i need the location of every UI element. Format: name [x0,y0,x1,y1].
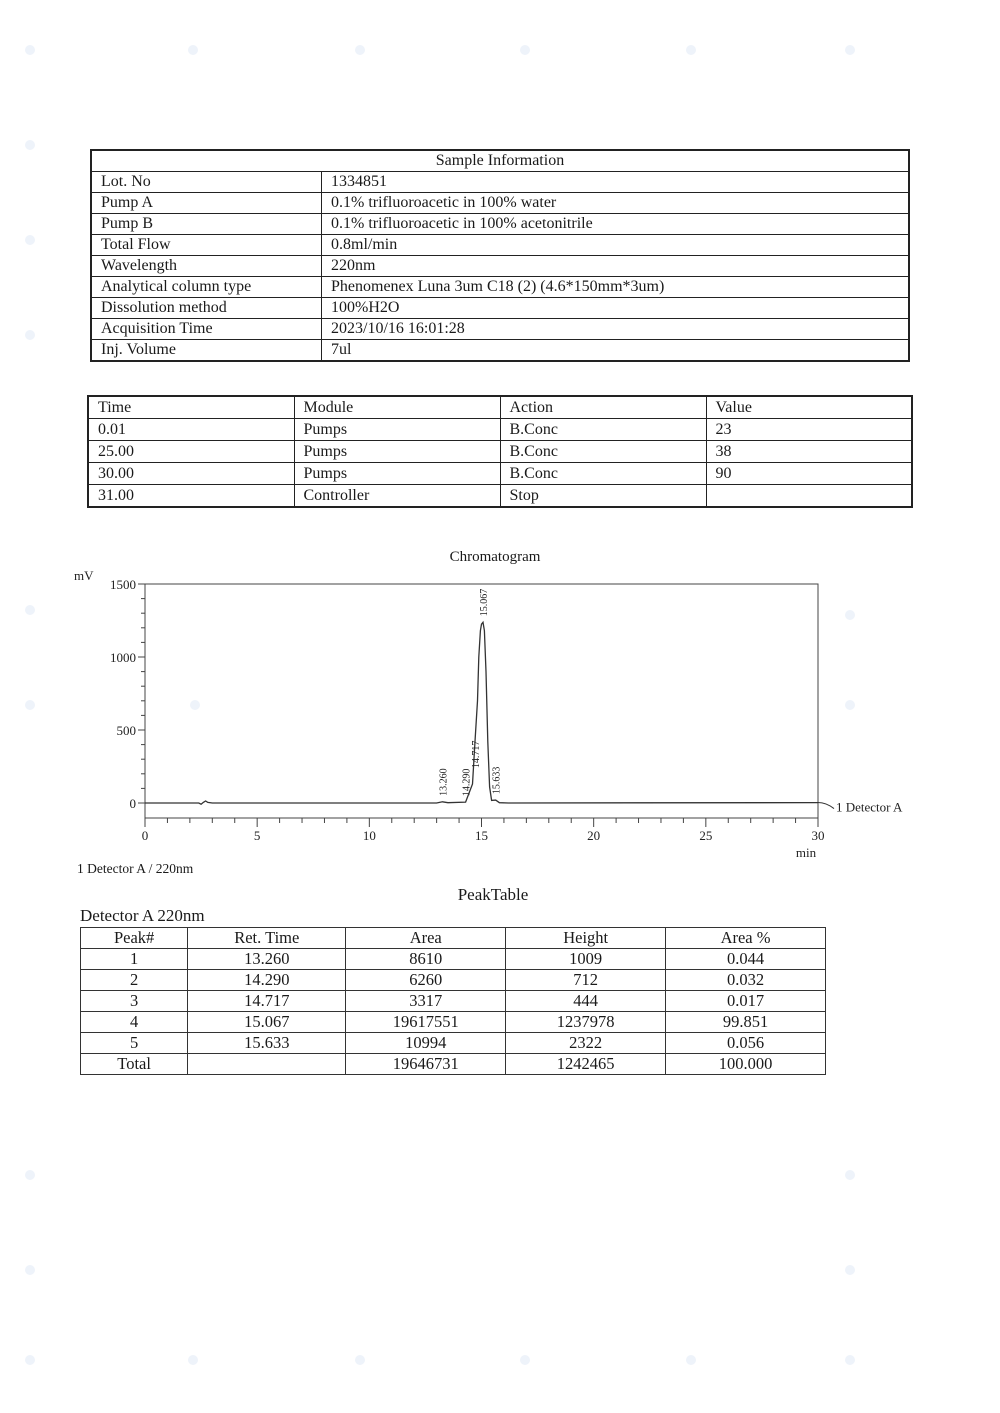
series-legend-leader [818,803,834,809]
sample-info-label: Wavelength [91,256,322,277]
peak-table-cell: 15.067 [188,1012,346,1033]
peak-label: 15.633 [491,766,503,795]
peak-table-cell: 0.044 [666,949,826,970]
sample-info-value: 0.1% trifluoroacetic in 100% water [322,193,910,214]
x-tick-label: 0 [141,828,149,843]
sample-info-value: 7ul [322,340,910,362]
time-program-cell: 0.01 [88,419,294,441]
time-program-row [88,485,912,508]
peak-table-header: Peak# [81,928,188,949]
peak-table-cell: 13.260 [188,949,346,970]
peak-table-cell: 0.032 [666,970,826,991]
peak-table-cell: 19617551 [346,1012,506,1033]
peak-table-row [81,1054,826,1075]
sample-info-row [91,277,909,298]
peak-table-cell [188,1054,346,1075]
sample-info-row [91,298,909,319]
chromatogram-chart [0,560,1000,870]
sample-info-value: 0.1% trifluoroacetic in 100% acetonitrile [322,214,910,235]
x-tick-label: 10 [362,828,376,843]
sample-info-label: Lot. No [91,172,322,193]
peak-table-title: PeakTable [457,885,529,904]
time-program-cell: 90 [706,463,912,485]
sample-info-label: Acquisition Time [91,319,322,340]
sample-info-label: Total Flow [91,235,322,256]
y-tick-label: 1000 [110,650,136,665]
time-program-cell: B.Conc [500,463,706,485]
time-program-cell [706,485,912,508]
sample-info-value: Phenomenex Luna 3um C18 (2) (4.6*150mm*3um) [322,277,910,298]
x-axis-label: min [795,845,817,860]
peak-table-row [81,970,826,991]
peak-table [80,927,826,1075]
time-program-cell: Pumps [294,419,500,441]
peak-table-cell: 15.633 [188,1033,346,1054]
peak-table-cell: 0.056 [666,1033,826,1054]
peak-table-cell: 712 [506,970,666,991]
plot-frame [145,584,818,818]
sample-info-label: Analytical column type [91,277,322,298]
y-tick-label: 0 [129,796,136,811]
sample-info-row [91,256,909,277]
time-program-cell: Pumps [294,463,500,485]
peak-table-cell: 100.000 [666,1054,826,1075]
peak-table-subtitle: Detector A 220nm [80,906,205,925]
time-program-cell: Stop [500,485,706,508]
sample-info-value: 1334851 [322,172,910,193]
sample-information-table [90,149,910,362]
x-tick-label: 30 [811,828,825,843]
peak-table-cell: 2 [81,970,188,991]
peak-table-cell: 1009 [506,949,666,970]
peak-table-cell: 6260 [346,970,506,991]
peak-table-header-row [81,928,826,949]
x-tick-label: 20 [587,828,601,843]
time-program-header: Time [88,396,294,419]
peak-label: 14.717 [471,740,483,769]
peak-table-cell: 3 [81,991,188,1012]
time-program-cell: 25.00 [88,441,294,463]
sample-info-title: Sample Information [91,150,909,172]
peak-label: 13.260 [438,768,450,796]
time-program-header: Action [500,396,706,419]
sample-info-value: 2023/10/16 16:01:28 [322,319,910,340]
sample-info-label: Inj. Volume [91,340,322,362]
time-program-row [88,441,912,463]
time-program-cell: B.Conc [500,441,706,463]
peak-table-cell: 8610 [346,949,506,970]
time-program-cell: 38 [706,441,912,463]
peak-table-cell: 5 [81,1033,188,1054]
x-tick-label: 25 [699,828,713,843]
sample-info-label: Dissolution method [91,298,322,319]
sample-info-row [91,340,909,362]
peak-label: 15.067 [479,588,491,617]
peak-table-cell: 1237978 [506,1012,666,1033]
time-program-table [87,395,913,508]
x-tick-label: 5 [253,828,261,843]
time-program-cell: 31.00 [88,485,294,508]
peak-table-header: Area % [666,928,826,949]
peak-table-cell: 444 [506,991,666,1012]
peak-table-cell: 1 [81,949,188,970]
y-axis-label: mV [74,568,94,583]
time-program-cell: B.Conc [500,419,706,441]
y-tick-label: 500 [116,723,136,738]
sample-info-row [91,193,909,214]
peak-label: 14.290 [461,768,473,797]
x-tick-label: 15 [475,828,488,843]
y-tick-label: 1500 [110,577,136,592]
detector-note: 1 Detector A / 220nm [77,861,194,876]
peak-table-header: Height [506,928,666,949]
time-program-row [88,419,912,441]
sample-info-label: Pump B [91,214,322,235]
sample-info-value: 100%H2O [322,298,910,319]
series-legend-label: 1 Detector A [836,799,903,815]
peak-table-cell: 4 [81,1012,188,1033]
sample-info-row [91,214,909,235]
peak-table-cell: 14.290 [188,970,346,991]
time-program-header-row [88,396,912,419]
time-program-row [88,463,912,485]
sample-info-value: 220nm [322,256,910,277]
peak-table-row [81,949,826,970]
peak-table-row [81,1033,826,1054]
sample-info-value: 0.8ml/min [322,235,910,256]
peak-table-cell: 0.017 [666,991,826,1012]
peak-table-cell: 10994 [346,1033,506,1054]
sample-info-row [91,319,909,340]
peak-table-cell: 14.717 [188,991,346,1012]
time-program-cell: 23 [706,419,912,441]
peak-table-cell: Total [81,1054,188,1075]
peak-table-header: Ret. Time [188,928,346,949]
sample-info-header-row [91,150,909,172]
sample-info-row [91,235,909,256]
time-program-header: Module [294,396,500,419]
series-line [145,622,818,804]
time-program-cell: 30.00 [88,463,294,485]
time-program-cell: Controller [294,485,500,508]
sample-info-row [91,172,909,193]
chromatogram-title: Chromatogram [449,549,541,565]
peak-table-cell: 99.851 [666,1012,826,1033]
peak-table-header: Area [346,928,506,949]
peak-table-cell: 2322 [506,1033,666,1054]
peak-table-cell: 1242465 [506,1054,666,1075]
peak-table-cell: 19646731 [346,1054,506,1075]
peak-table-row [81,1012,826,1033]
time-program-header: Value [706,396,912,419]
sample-info-label: Pump A [91,193,322,214]
peak-table-row [81,991,826,1012]
time-program-cell: Pumps [294,441,500,463]
peak-table-cell: 3317 [346,991,506,1012]
